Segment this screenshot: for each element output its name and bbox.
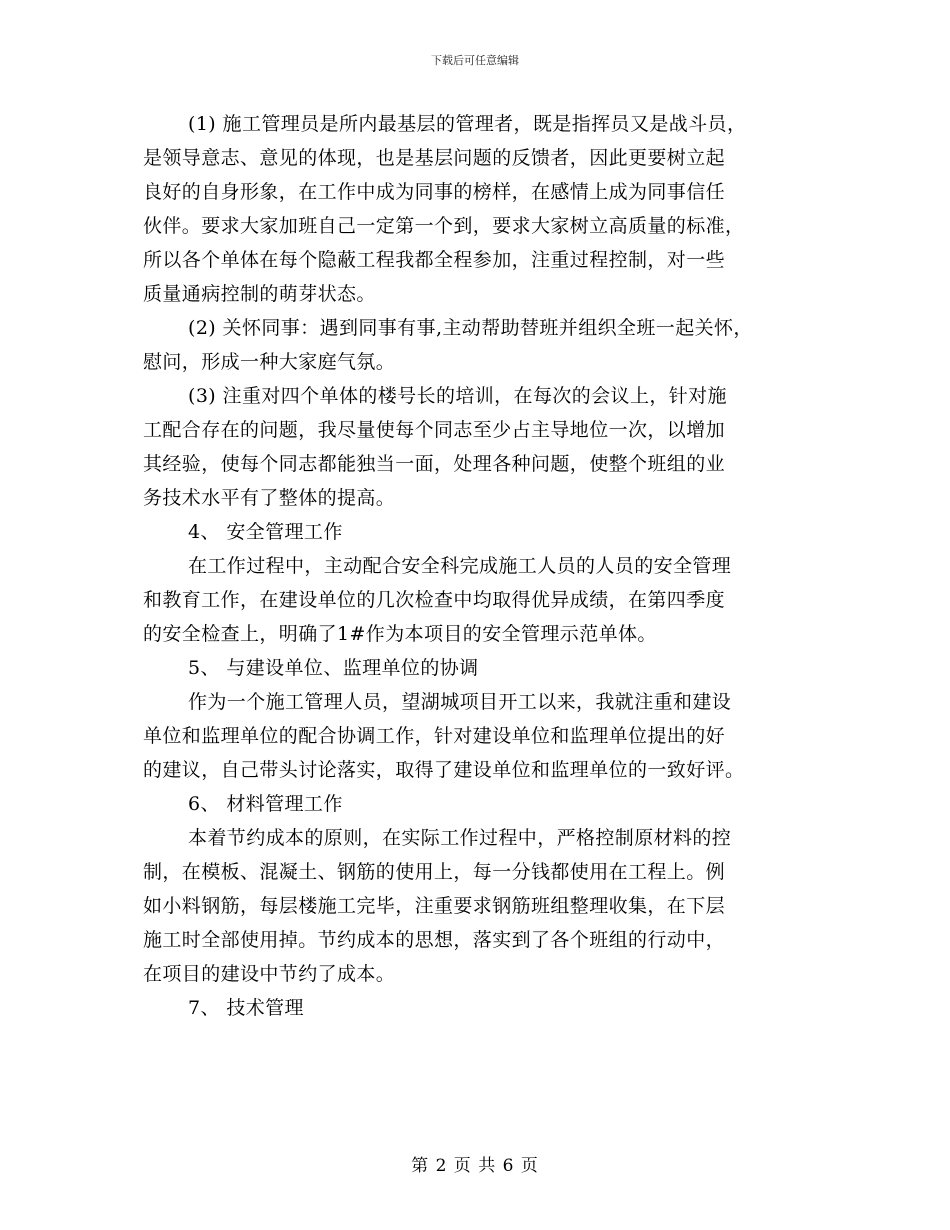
text-line: 是领导意志、意见的体现，也是基层问题的反馈者，因此更要树立起	[143, 147, 726, 169]
text-line: 伙伴。要求大家加班自己一定第一个到，要求大家树立高质量的标准，	[143, 215, 745, 237]
text-line: 的安全检查上，明确了1#作为本项目的安全管理示范单体。	[143, 623, 657, 645]
text-line: 制，在模板、混凝土、钢筋的使用上，每一分钱都使用在工程上。例	[143, 861, 726, 883]
text-line: 本着节约成本的原则，在实际工作过程中，严格控制原材料的控	[188, 827, 732, 849]
text-line: 务技术水平有了整体的提高。	[143, 487, 396, 509]
text-line: 的建议，自己带头讨论落实，取得了建设单位和监理单位的一致好评。	[143, 759, 745, 781]
text-line: 工配合存在的问题，我尽量使每个同志至少占主导地位一次，以增加	[143, 419, 726, 441]
text-line: 4、 安全管理工作	[188, 521, 343, 543]
text-line: 所以各个单体在每个隐蔽工程我都全程参加，注重过程控制，对一些	[143, 249, 726, 271]
text-line: (2) 关怀同事：遇到同事有事,主动帮助替班并组织全班一起关怀，	[188, 317, 753, 339]
document-body	[143, 107, 833, 1025]
page-header: 下载后可任意编辑	[431, 54, 519, 67]
text-line: 和教育工作，在建设单位的几次检查中均取得优异成绩，在第四季度	[143, 589, 726, 611]
text-line: 5、 与建设单位、监理单位的协调	[188, 657, 479, 679]
text-line: 6、 材料管理工作	[188, 793, 343, 815]
text-line: 慰问，形成一种大家庭气氛。	[143, 351, 396, 373]
text-line: 其经验，使每个同志都能独当一面，处理各种问题，使整个班组的业	[143, 453, 726, 475]
text-line: 作为一个施工管理人员，望湖城项目开工以来，我就注重和建设	[188, 691, 732, 713]
page-number-footer: 第 2 页 共 6 页	[411, 1156, 539, 1176]
text-line: 质量通病控制的萌芽状态。	[143, 283, 376, 305]
text-line: 良好的自身形象，在工作中成为同事的榜样，在感情上成为同事信任	[143, 181, 726, 203]
text-line: 如小料钢筋，每层楼施工完毕，注重要求钢筋班组整理收集，在下层	[143, 895, 726, 917]
text-line: 单位和监理单位的配合协调工作，针对建设单位和监理单位提出的好	[143, 725, 726, 747]
text-line: 在项目的建设中节约了成本。	[143, 963, 396, 985]
text-line: (1) 施工管理员是所内最基层的管理者，既是指挥员又是战斗员，	[188, 113, 747, 135]
text-line: 施工时全部使用掉。节约成本的思想，落实到了各个班组的行动中，	[143, 929, 726, 951]
text-line: (3) 注重对四个单体的楼号长的培训，在每次的会议上，针对施	[188, 385, 727, 407]
text-line: 在工作过程中，主动配合安全科完成施工人员的人员的安全管理	[188, 555, 732, 577]
text-line: 7、 技术管理	[188, 997, 304, 1019]
